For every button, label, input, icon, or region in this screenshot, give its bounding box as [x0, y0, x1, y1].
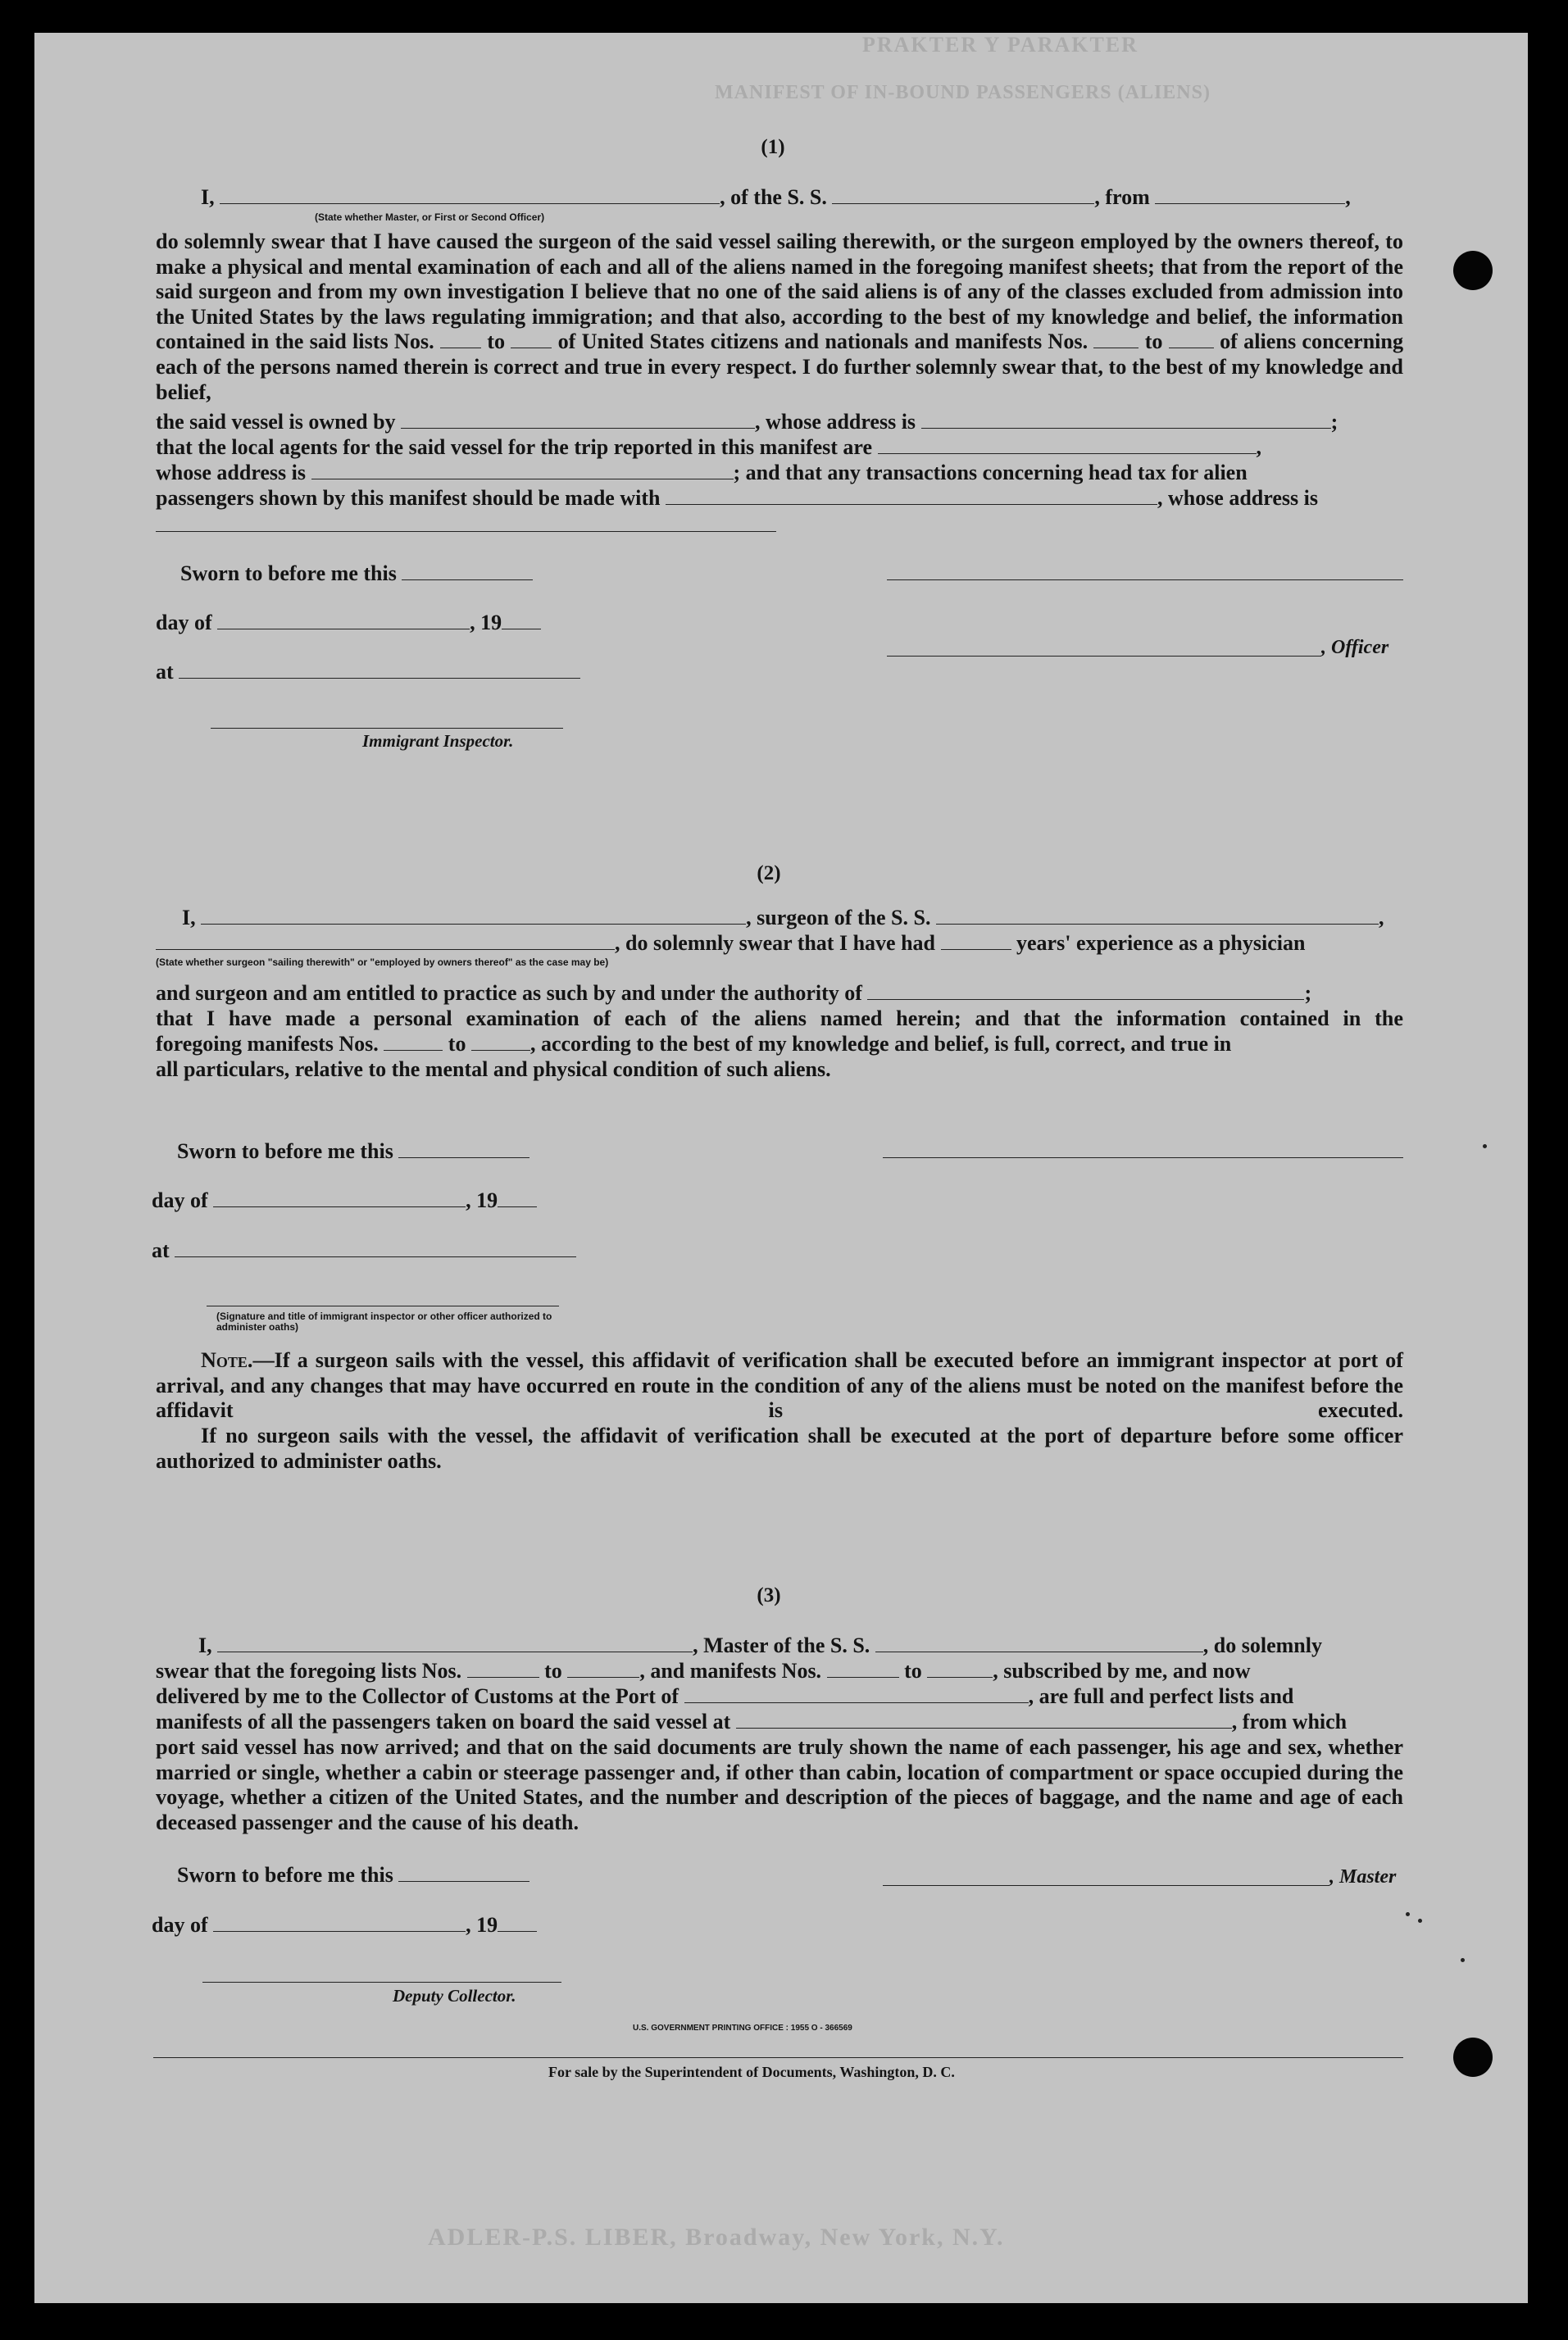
inspector-label: Immigrant Inspector.	[362, 731, 514, 751]
authority-field[interactable]	[867, 983, 1304, 1000]
foregoing-line	[156, 1032, 1418, 1056]
year-field[interactable]	[498, 1915, 537, 1932]
oath-text: do solemnly swear that I have caused the surgeon of the said vessel sailing therewith, or the surgeon employed by the owners thereof, to make a physical and mental examination of each and all of the aliens named in the foregoing manifest sheets; that from the report of the said surgeon and from my own investigation I believe that no one of the said aliens is of any of the classes excluded from admission into the United States by the laws regulating immigration; and that also, according to the best of my knowledge and belief, the information contained in the said lists Nos.	[156, 229, 1403, 354]
sworn-label: Sworn to before me this	[177, 1139, 393, 1163]
surgeon-type-note: (State whether surgeon "sailing therewith" or "employed by owners thereof" as the case may be)	[156, 956, 609, 968]
to-label: to	[904, 1659, 922, 1683]
comma: ,	[1378, 906, 1384, 929]
day-of-label: day of	[156, 611, 212, 634]
sale-notice: For sale by the Superintendent of Documents, Washington, D. C.	[548, 2064, 955, 2080]
place-field[interactable]	[175, 1240, 576, 1257]
officer-label: , Officer	[1321, 637, 1389, 658]
manifests-to-field[interactable]	[927, 1661, 993, 1678]
day-of-line-3	[152, 1913, 537, 1938]
punch-hole-top	[1453, 251, 1493, 290]
agents-address-line	[156, 461, 1403, 485]
surgeon-signature-line[interactable]	[883, 1157, 1403, 1158]
officer-rank-note: (State whether Master, or First or Second Officer)	[315, 211, 545, 223]
ship-name-field[interactable]	[832, 187, 1094, 204]
note-text-2: If no surgeon sails with the vessel, the affidavit of verification shall be executed at the port of departure before some officer authorized to administer oaths.	[156, 1424, 1403, 1473]
head-tax-contact-field[interactable]	[666, 488, 1157, 505]
day-of-line-2	[152, 1188, 537, 1213]
surgeon-note	[156, 1348, 1403, 1424]
personal-text: that I have made a personal examination of each of the aliens named herein; and that the information contained in the	[156, 1006, 1403, 1030]
master-line-3	[156, 1684, 1403, 1709]
whose-address-label: , whose address is	[1157, 486, 1318, 510]
place-field[interactable]	[179, 661, 580, 679]
master-line-4	[156, 1710, 1403, 1734]
semicolon: ;	[1304, 981, 1312, 1005]
to-label: to	[487, 329, 506, 354]
years-text: years' experience as a physician	[1016, 931, 1306, 955]
at-label: at	[156, 660, 174, 684]
departure-port-field[interactable]	[736, 1711, 1232, 1729]
deputy-signature-line[interactable]	[202, 1982, 561, 1983]
local-agents-label: that the local agents for the said vessel for the trip reported in this manifest are	[156, 435, 873, 459]
authority-line	[156, 981, 1403, 1006]
manifests-all-text: manifests of all the passengers taken on board the said vessel at	[156, 1710, 731, 1733]
signature-note: (Signature and title of immigrant inspector or other officer authorized to administer oaths)	[216, 1311, 552, 1333]
faint-header-line2: MANIFEST OF IN-BOUND PASSENGERS (ALIENS)	[715, 82, 1211, 103]
port-field[interactable]	[684, 1686, 1029, 1703]
year-prefix: , 19	[470, 611, 502, 634]
section-3-number: (3)	[757, 1584, 781, 1606]
from-label: , from	[1094, 185, 1150, 209]
master-ship-field[interactable]	[875, 1635, 1203, 1652]
owner-field[interactable]	[401, 411, 755, 429]
manifests-from-field[interactable]	[827, 1661, 899, 1678]
declaration-text: port said vessel has now arrived; and that on the said documents are truly shown the name of each passenger, his age and sex, whether married or single, whether a cabin or steerage passenger and, if other than cabin, location of compartment or space occupied during the voyage, whether a citizen of the United States, and the number and description of the pieces of baggage, and the name and age of each deceased passenger and the cause of his death.	[156, 1735, 1403, 1834]
do-solemnly-text: , do solemnly	[1202, 1633, 1322, 1657]
gpo-imprint: U.S. GOVERNMENT PRINTING OFFICE : 1955 O - 366569	[633, 2024, 852, 2033]
master-line-2	[156, 1659, 1403, 1683]
sworn-label: Sworn to before me this	[177, 1863, 393, 1887]
port-from-field[interactable]	[1155, 187, 1345, 204]
master-of-label: , Master of the S. S.	[693, 1633, 870, 1657]
day-of-label: day of	[152, 1913, 208, 1937]
faint-bottom-imprint: ADLER-P.S. LIBER, Broadway, New York, N.Y.	[428, 2224, 1005, 2251]
faint-header-line1: PRAKTER Y PARAKTER	[862, 33, 1139, 57]
at-line-2	[152, 1238, 576, 1263]
local-agents-field[interactable]	[878, 437, 1257, 454]
punch-hole-bottom	[1453, 2038, 1493, 2077]
owned-by-line	[156, 410, 1403, 434]
owned-by-label: the said vessel is owned by	[156, 410, 396, 434]
sworn-day-field[interactable]	[402, 563, 533, 580]
according-text: , according to the best of my knowledge and belief, is full, correct, and true in	[529, 1032, 1232, 1056]
aliens-text: of aliens concerning each of the persons named	[156, 329, 1404, 379]
section-3-body	[156, 1735, 1403, 1835]
swear-text: , do solemnly swear that I have had	[615, 931, 936, 955]
form-page	[34, 33, 1528, 2303]
year-field[interactable]	[502, 612, 541, 629]
pronoun-i: I,	[182, 906, 196, 929]
speck	[1406, 1912, 1410, 1916]
comma: ,	[1345, 185, 1351, 209]
head-tax-address-line[interactable]	[156, 531, 776, 532]
year-field[interactable]	[498, 1190, 537, 1207]
month-field[interactable]	[217, 612, 470, 629]
pronoun-i: I,	[201, 185, 215, 209]
from-which-text: , from which	[1231, 1710, 1348, 1733]
therein-text: therein is correct and true in every respect. I do further solemnly swear that, to the best of my knowledge and belief,	[156, 354, 1403, 404]
surgeon-line-2	[156, 931, 1418, 956]
to-label: to	[448, 1032, 466, 1056]
passengers-line	[156, 486, 1403, 511]
local-agents-line	[156, 435, 1403, 460]
semicolon: ;	[1330, 410, 1338, 434]
at-label: at	[152, 1238, 170, 1262]
lists-to-field[interactable]	[511, 331, 552, 348]
year-prefix: , 19	[466, 1188, 498, 1212]
note-text-1: —If a surgeon sails with the vessel, this affidavit of verification shall be executed before an immigrant inspector at port of arrival, and any changes that may have occurred en route in the condition of any of the aliens must be noted on the manifest before the affidavit is executed.	[156, 1348, 1403, 1423]
subscribed-text: , subscribed by me, and now	[993, 1659, 1251, 1683]
note-label: Note.	[201, 1348, 253, 1372]
personal-exam-text	[156, 1006, 1403, 1032]
day-of-label: day of	[152, 1188, 208, 1212]
manifests-to-field[interactable]	[1169, 331, 1214, 348]
sworn-line-2	[177, 1139, 529, 1164]
surgeon-type-field[interactable]	[156, 933, 615, 950]
and-manifests-text: , and manifests Nos.	[639, 1659, 822, 1683]
month-field[interactable]	[213, 1915, 466, 1932]
master-line-1	[198, 1633, 1436, 1658]
manifests-from-field[interactable]	[384, 1034, 443, 1051]
footer-rule	[153, 2057, 1403, 2058]
section-1-body	[156, 229, 1403, 405]
manifests-to-field[interactable]	[471, 1034, 530, 1051]
section-2-number: (2)	[757, 862, 781, 884]
owner-address-field[interactable]	[921, 411, 1331, 429]
to-label: to	[544, 1659, 562, 1683]
section-1-number: (1)	[761, 136, 785, 158]
pronoun-i: I,	[198, 1633, 212, 1657]
master-signature-line[interactable]	[883, 1885, 1329, 1886]
of-the-ss-label: , of the S. S.	[720, 185, 827, 209]
lists-to-field[interactable]	[567, 1661, 639, 1678]
officer-name-field[interactable]	[220, 187, 720, 204]
month-field[interactable]	[213, 1190, 466, 1207]
full-perfect-text: , are full and perfect lists and	[1028, 1684, 1294, 1708]
sworn-day-field[interactable]	[398, 1141, 529, 1158]
agents-address-field[interactable]	[311, 462, 734, 479]
authority-text: and surgeon and am entitled to practice as such by and under the authority of	[156, 981, 862, 1005]
at-line-1	[156, 660, 580, 684]
lists-from-field[interactable]	[440, 331, 481, 348]
all-particulars-text: all particulars, relative to the mental and physical condition of such aliens.	[156, 1057, 831, 1081]
surgeon-note-2	[156, 1424, 1403, 1474]
swear-lists-text: swear that the foregoing lists Nos.	[156, 1659, 462, 1683]
surgeon-ship-field[interactable]	[936, 907, 1379, 925]
speck	[1483, 1144, 1487, 1148]
deputy-label: Deputy Collector.	[393, 1986, 516, 2006]
surgeon-line-1	[182, 906, 1438, 930]
head-tax-text: ; and that any transactions concerning head tax for alien	[733, 461, 1248, 484]
speck	[1461, 1958, 1465, 1962]
sworn-line-3	[177, 1863, 529, 1888]
years-field[interactable]	[941, 933, 1011, 950]
surgeon-of-label: , surgeon of the S. S.	[746, 906, 931, 929]
sworn-line-1	[180, 561, 533, 586]
inspector-signature-line[interactable]	[211, 728, 563, 729]
citizens-text: of United States citizens and nationals and manifests Nos.	[557, 329, 1089, 354]
whose-address-label: whose address is	[156, 461, 307, 484]
delivered-text: delivered by me to the Collector of Customs at the Port of	[156, 1684, 679, 1708]
year-prefix: , 19	[466, 1913, 498, 1937]
to-label: to	[1144, 329, 1163, 354]
manifests-from-field[interactable]	[1093, 331, 1139, 348]
officer-name-line[interactable]	[887, 656, 1321, 657]
master-label: , Master	[1329, 1866, 1397, 1888]
foregoing-text: foregoing manifests Nos.	[156, 1032, 379, 1056]
master-name-field[interactable]	[217, 1635, 693, 1652]
officer-signature-line[interactable]	[887, 579, 1403, 580]
sworn-label: Sworn to before me this	[180, 561, 397, 585]
section-1-line-1	[201, 185, 1437, 210]
day-of-line-1	[156, 611, 541, 635]
lists-from-field[interactable]	[467, 1661, 539, 1678]
surgeon-name-field[interactable]	[201, 907, 746, 925]
whose-address-label: , whose address is	[755, 410, 916, 434]
sworn-day-field[interactable]	[398, 1865, 529, 1882]
all-particulars-line	[156, 1057, 831, 1082]
comma: ,	[1256, 435, 1262, 459]
passengers-text: passengers shown by this manifest should be made with	[156, 486, 661, 510]
speck	[1418, 1919, 1422, 1923]
